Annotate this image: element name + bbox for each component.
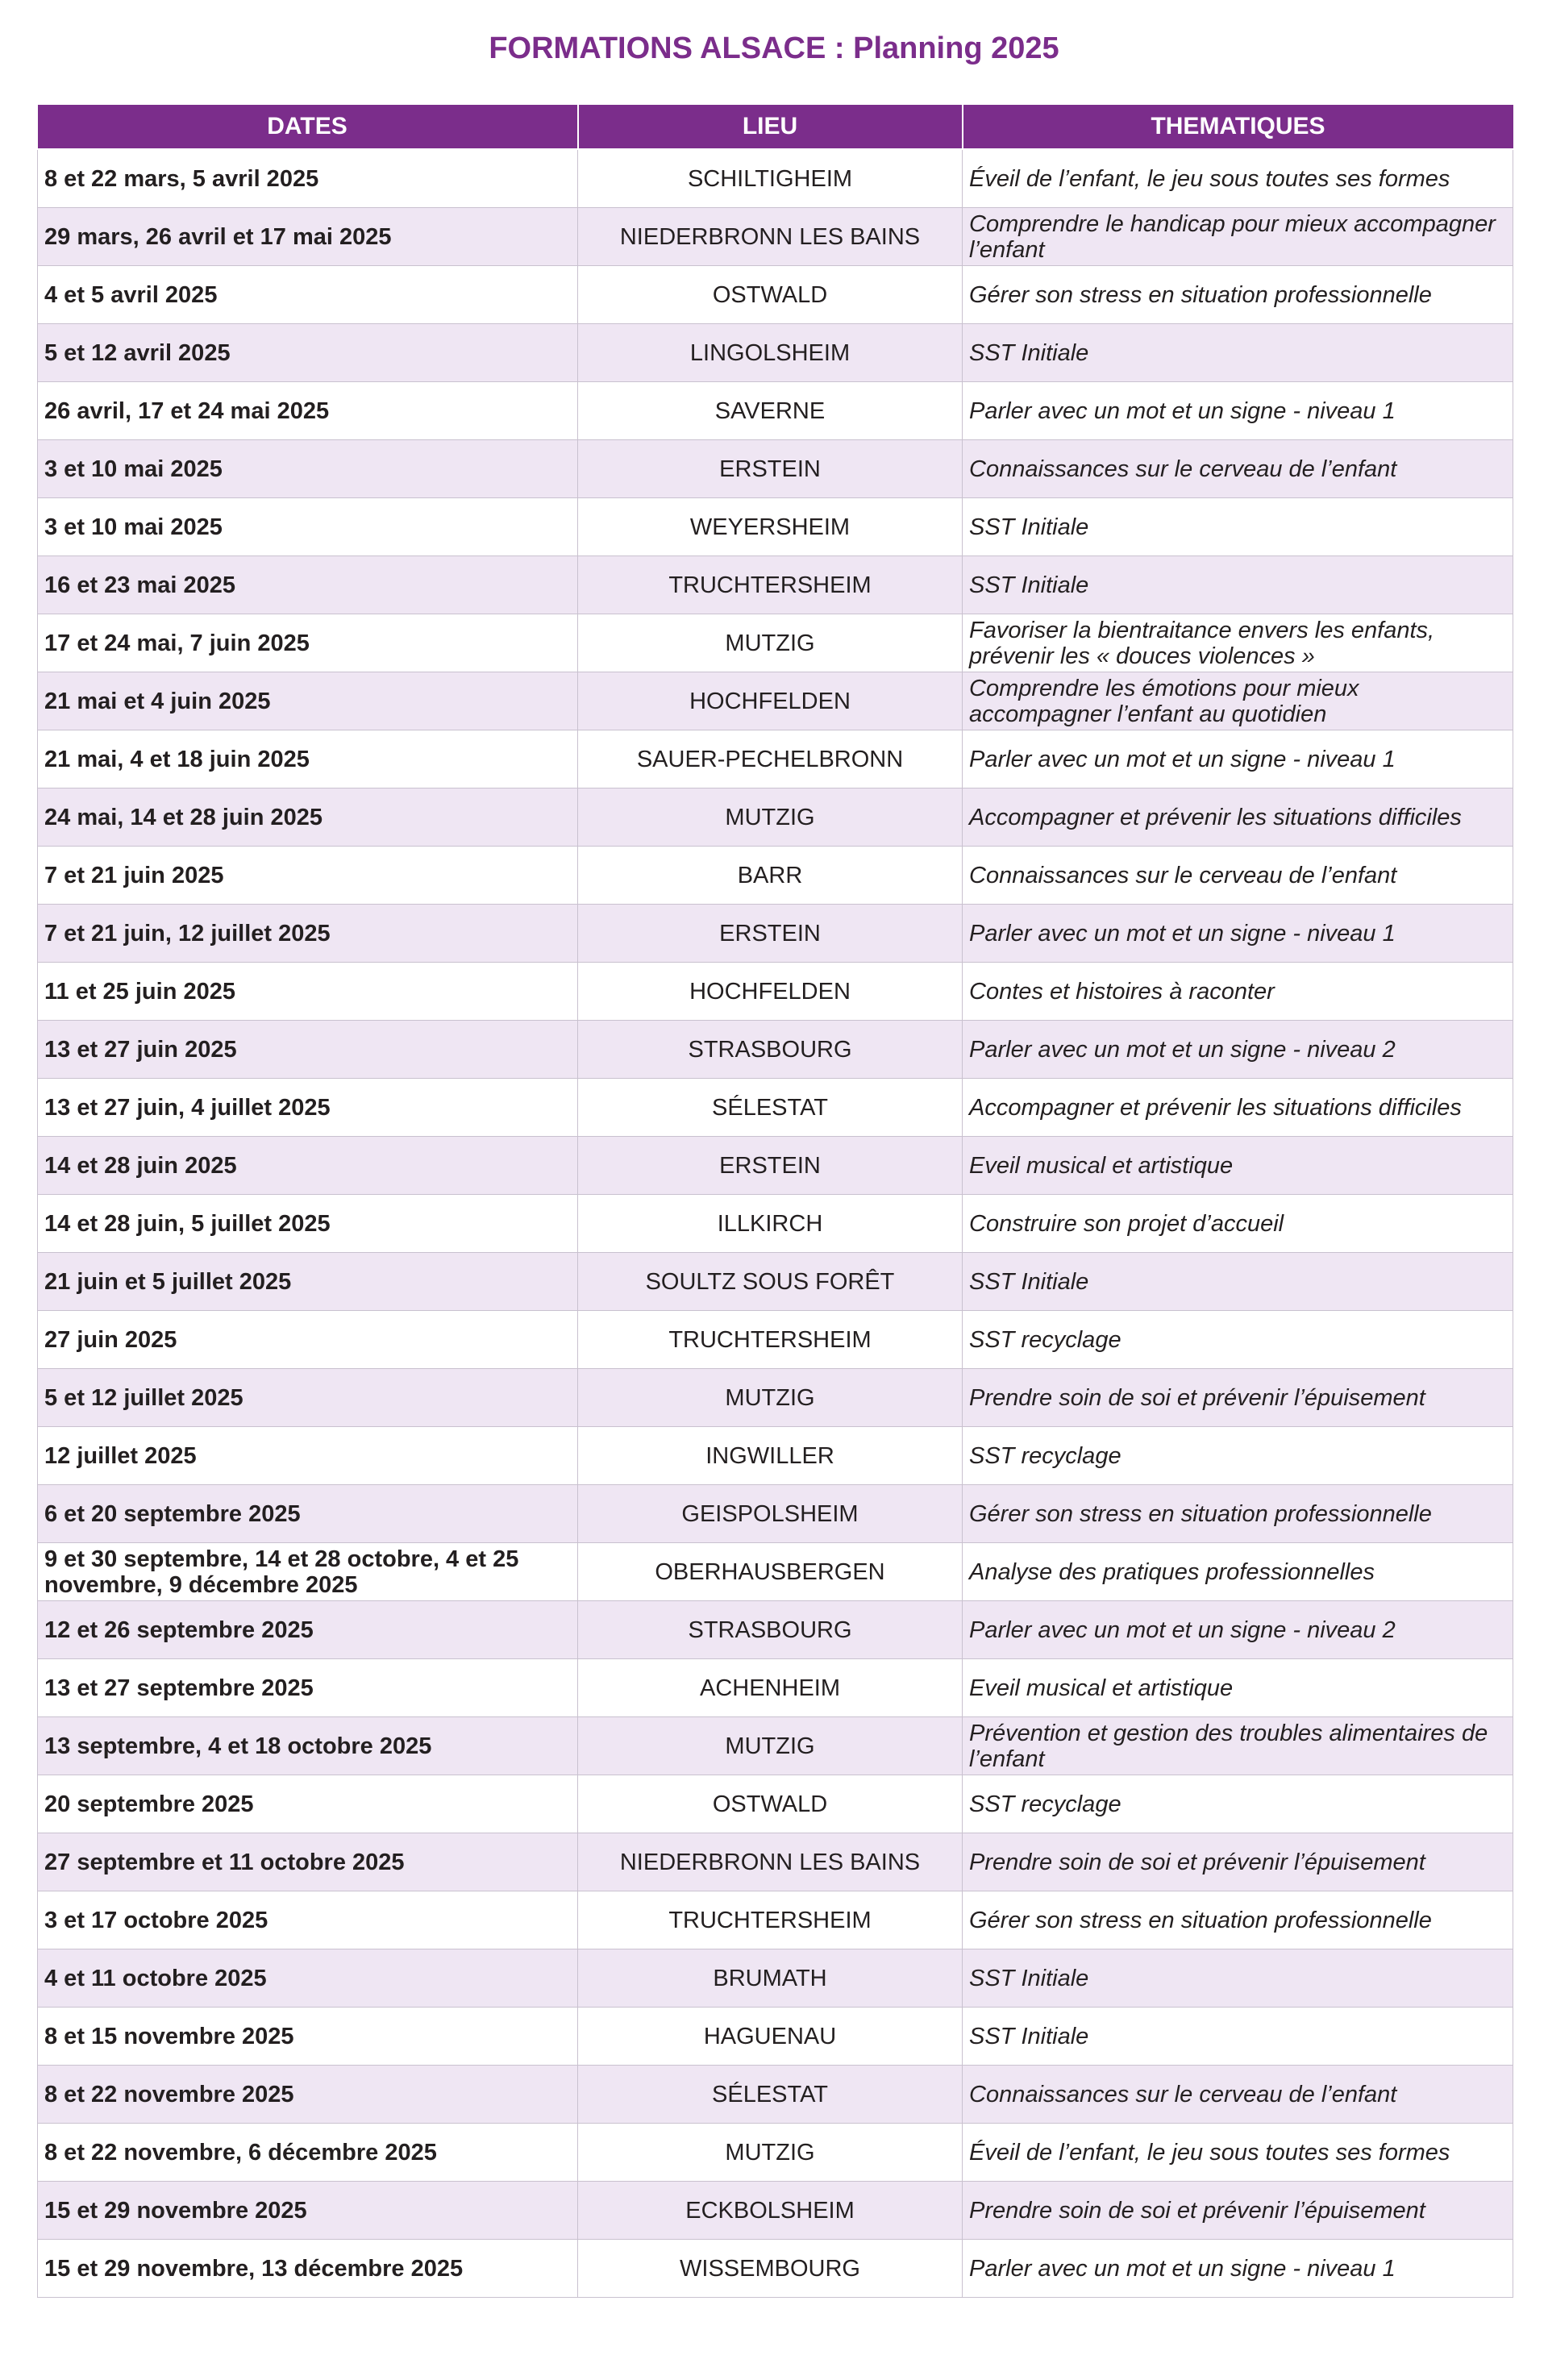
table-row [38,1485,1513,1543]
table-row [38,614,1513,672]
lieu-cell: INGWILLER [578,1427,963,1485]
theme-cell: Prévention et gestion des troubles alimentaires de l’enfant [963,1717,1513,1775]
theme-cell: Prendre soin de soi et prévenir l’épuisement [963,1833,1513,1891]
table-row [38,1021,1513,1079]
table-row [38,1253,1513,1311]
dates-cell: 16 et 23 mai 2025 [38,556,578,614]
theme-cell: Gérer son stress en situation professionnelle [963,266,1513,324]
lieu-cell: MUTZIG [578,614,963,672]
theme-cell: Éveil de l’enfant, le jeu sous toutes ses formes [963,149,1513,208]
theme-cell: Comprendre les émotions pour mieux accompagner l’enfant au quotidien [963,672,1513,730]
dates-cell: 8 et 22 novembre, 6 décembre 2025 [38,2124,578,2182]
theme-cell: Eveil musical et artistique [963,1659,1513,1717]
theme-cell: Accompagner et prévenir les situations difficiles [963,788,1513,847]
lieu-cell: ERSTEIN [578,905,963,963]
dates-cell: 26 avril, 17 et 24 mai 2025 [38,382,578,440]
theme-cell: Eveil musical et artistique [963,1137,1513,1195]
dates-cell: 13 et 27 juin 2025 [38,1021,578,1079]
lieu-cell: TRUCHTERSHEIM [578,1311,963,1369]
lieu-cell: SCHILTIGHEIM [578,149,963,208]
dates-cell: 15 et 29 novembre, 13 décembre 2025 [38,2240,578,2298]
lieu-cell: ILLKIRCH [578,1195,963,1253]
lieu-cell: HOCHFELDEN [578,963,963,1021]
table-row [38,672,1513,730]
table-row [38,556,1513,614]
dates-cell: 8 et 15 novembre 2025 [38,2008,578,2066]
dates-cell: 21 mai et 4 juin 2025 [38,672,578,730]
table-row [38,847,1513,905]
theme-cell: Parler avec un mot et un signe - niveau 1 [963,382,1513,440]
dates-cell: 14 et 28 juin 2025 [38,1137,578,1195]
page-title: FORMATIONS ALSACE : Planning 2025 [489,31,1059,65]
theme-cell: Parler avec un mot et un signe - niveau 1 [963,730,1513,788]
lieu-cell: WISSEMBOURG [578,2240,963,2298]
table-row [38,1949,1513,2008]
table-row [38,963,1513,1021]
lieu-cell: TRUCHTERSHEIM [578,556,963,614]
dates-cell: 27 septembre et 11 octobre 2025 [38,1833,578,1891]
lieu-cell: SÉLESTAT [578,1079,963,1137]
theme-cell: SST recyclage [963,1775,1513,1833]
table-row [38,1311,1513,1369]
table-row [38,266,1513,324]
theme-cell: Analyse des pratiques professionnelles [963,1543,1513,1601]
table-row [38,1369,1513,1427]
theme-cell: SST recyclage [963,1311,1513,1369]
theme-cell: Prendre soin de soi et prévenir l’épuisement [963,1369,1513,1427]
table-row [38,208,1513,266]
dates-cell: 21 juin et 5 juillet 2025 [38,1253,578,1311]
theme-cell: Prendre soin de soi et prévenir l’épuisement [963,2182,1513,2240]
dates-cell: 4 et 5 avril 2025 [38,266,578,324]
lieu-cell: TRUCHTERSHEIM [578,1891,963,1949]
theme-cell: SST Initiale [963,1253,1513,1311]
dates-cell: 11 et 25 juin 2025 [38,963,578,1021]
table-row [38,2240,1513,2298]
theme-cell: SST Initiale [963,556,1513,614]
dates-cell: 3 et 10 mai 2025 [38,440,578,498]
lieu-cell: SOULTZ SOUS FORÊT [578,1253,963,1311]
lieu-cell: OSTWALD [578,266,963,324]
dates-cell: 15 et 29 novembre 2025 [38,2182,578,2240]
theme-cell: Parler avec un mot et un signe - niveau 2 [963,1021,1513,1079]
header-dates: DATES [38,105,578,149]
lieu-cell: OBERHAUSBERGEN [578,1543,963,1601]
table-row [38,1833,1513,1891]
table-row [38,149,1513,208]
table-row [38,324,1513,382]
table-row [38,2124,1513,2182]
dates-cell: 5 et 12 avril 2025 [38,324,578,382]
lieu-cell: GEISPOLSHEIM [578,1485,963,1543]
table-row [38,1659,1513,1717]
theme-cell: Gérer son stress en situation professionnelle [963,1485,1513,1543]
lieu-cell: ECKBOLSHEIM [578,2182,963,2240]
theme-cell: Parler avec un mot et un signe - niveau 2 [963,1601,1513,1659]
theme-cell: SST Initiale [963,324,1513,382]
theme-cell: SST Initiale [963,1949,1513,2008]
table-header-row [38,105,1513,149]
table-row [38,1601,1513,1659]
table-row [38,1543,1513,1601]
theme-cell: SST Initiale [963,2008,1513,2066]
dates-cell: 17 et 24 mai, 7 juin 2025 [38,614,578,672]
lieu-cell: MUTZIG [578,1717,963,1775]
theme-cell: SST recyclage [963,1427,1513,1485]
theme-cell: Connaissances sur le cerveau de l’enfant [963,2066,1513,2124]
lieu-cell: HOCHFELDEN [578,672,963,730]
theme-cell: Accompagner et prévenir les situations difficiles [963,1079,1513,1137]
dates-cell: 12 et 26 septembre 2025 [38,1601,578,1659]
lieu-cell: SAUER-PECHELBRONN [578,730,963,788]
planning-table [37,105,1513,2298]
theme-cell: Connaissances sur le cerveau de l’enfant [963,440,1513,498]
theme-cell: Contes et histoires à raconter [963,963,1513,1021]
lieu-cell: MUTZIG [578,2124,963,2182]
dates-cell: 6 et 20 septembre 2025 [38,1485,578,1543]
dates-cell: 7 et 21 juin 2025 [38,847,578,905]
theme-cell: Parler avec un mot et un signe - niveau 1 [963,905,1513,963]
dates-cell: 20 septembre 2025 [38,1775,578,1833]
lieu-cell: ERSTEIN [578,440,963,498]
lieu-cell: MUTZIG [578,1369,963,1427]
lieu-cell: STRASBOURG [578,1021,963,1079]
lieu-cell: MUTZIG [578,788,963,847]
table-row [38,1775,1513,1833]
dates-cell: 27 juin 2025 [38,1311,578,1369]
lieu-cell: HAGUENAU [578,2008,963,2066]
theme-cell: Construire son projet d’accueil [963,1195,1513,1253]
table-row [38,1891,1513,1949]
theme-cell: SST Initiale [963,498,1513,556]
dates-cell: 13 et 27 juin, 4 juillet 2025 [38,1079,578,1137]
table-row [38,440,1513,498]
dates-cell: 29 mars, 26 avril et 17 mai 2025 [38,208,578,266]
table-row [38,788,1513,847]
table-row [38,2008,1513,2066]
theme-cell: Gérer son stress en situation professionnelle [963,1891,1513,1949]
table-row [38,905,1513,963]
table-row [38,1195,1513,1253]
lieu-cell: NIEDERBRONN LES BAINS [578,208,963,266]
dates-cell: 7 et 21 juin, 12 juillet 2025 [38,905,578,963]
lieu-cell: NIEDERBRONN LES BAINS [578,1833,963,1891]
table-row [38,1079,1513,1137]
table-row [38,498,1513,556]
dates-cell: 24 mai, 14 et 28 juin 2025 [38,788,578,847]
lieu-cell: LINGOLSHEIM [578,324,963,382]
theme-cell: Éveil de l’enfant, le jeu sous toutes ses formes [963,2124,1513,2182]
table-row [38,730,1513,788]
lieu-cell: STRASBOURG [578,1601,963,1659]
theme-cell: Connaissances sur le cerveau de l’enfant [963,847,1513,905]
lieu-cell: BARR [578,847,963,905]
table-row [38,1717,1513,1775]
header-lieu: LIEU [578,105,963,149]
dates-cell: 3 et 17 octobre 2025 [38,1891,578,1949]
table-row [38,1137,1513,1195]
theme-cell: Parler avec un mot et un signe - niveau 1 [963,2240,1513,2298]
dates-cell: 4 et 11 octobre 2025 [38,1949,578,2008]
dates-cell: 14 et 28 juin, 5 juillet 2025 [38,1195,578,1253]
theme-cell: Comprendre le handicap pour mieux accompagner l’enfant [963,208,1513,266]
dates-cell: 13 septembre, 4 et 18 octobre 2025 [38,1717,578,1775]
table-row [38,1427,1513,1485]
table-row [38,2066,1513,2124]
table-row [38,2182,1513,2240]
dates-cell: 5 et 12 juillet 2025 [38,1369,578,1427]
lieu-cell: BRUMATH [578,1949,963,2008]
lieu-cell: SAVERNE [578,382,963,440]
dates-cell: 3 et 10 mai 2025 [38,498,578,556]
dates-cell: 12 juillet 2025 [38,1427,578,1485]
header-thematiques: THEMATIQUES [963,105,1513,149]
lieu-cell: WEYERSHEIM [578,498,963,556]
dates-cell: 8 et 22 novembre 2025 [38,2066,578,2124]
theme-cell: Favoriser la bientraitance envers les enfants, prévenir les « douces violences » [963,614,1513,672]
lieu-cell: ERSTEIN [578,1137,963,1195]
table-body [38,149,1513,2298]
dates-cell: 21 mai, 4 et 18 juin 2025 [38,730,578,788]
dates-cell: 8 et 22 mars, 5 avril 2025 [38,149,578,208]
table-row [38,382,1513,440]
lieu-cell: SÉLESTAT [578,2066,963,2124]
dates-cell: 9 et 30 septembre, 14 et 28 octobre, 4 et 25 novembre, 9 décembre 2025 [38,1543,578,1601]
lieu-cell: OSTWALD [578,1775,963,1833]
dates-cell: 13 et 27 septembre 2025 [38,1659,578,1717]
lieu-cell: ACHENHEIM [578,1659,963,1717]
